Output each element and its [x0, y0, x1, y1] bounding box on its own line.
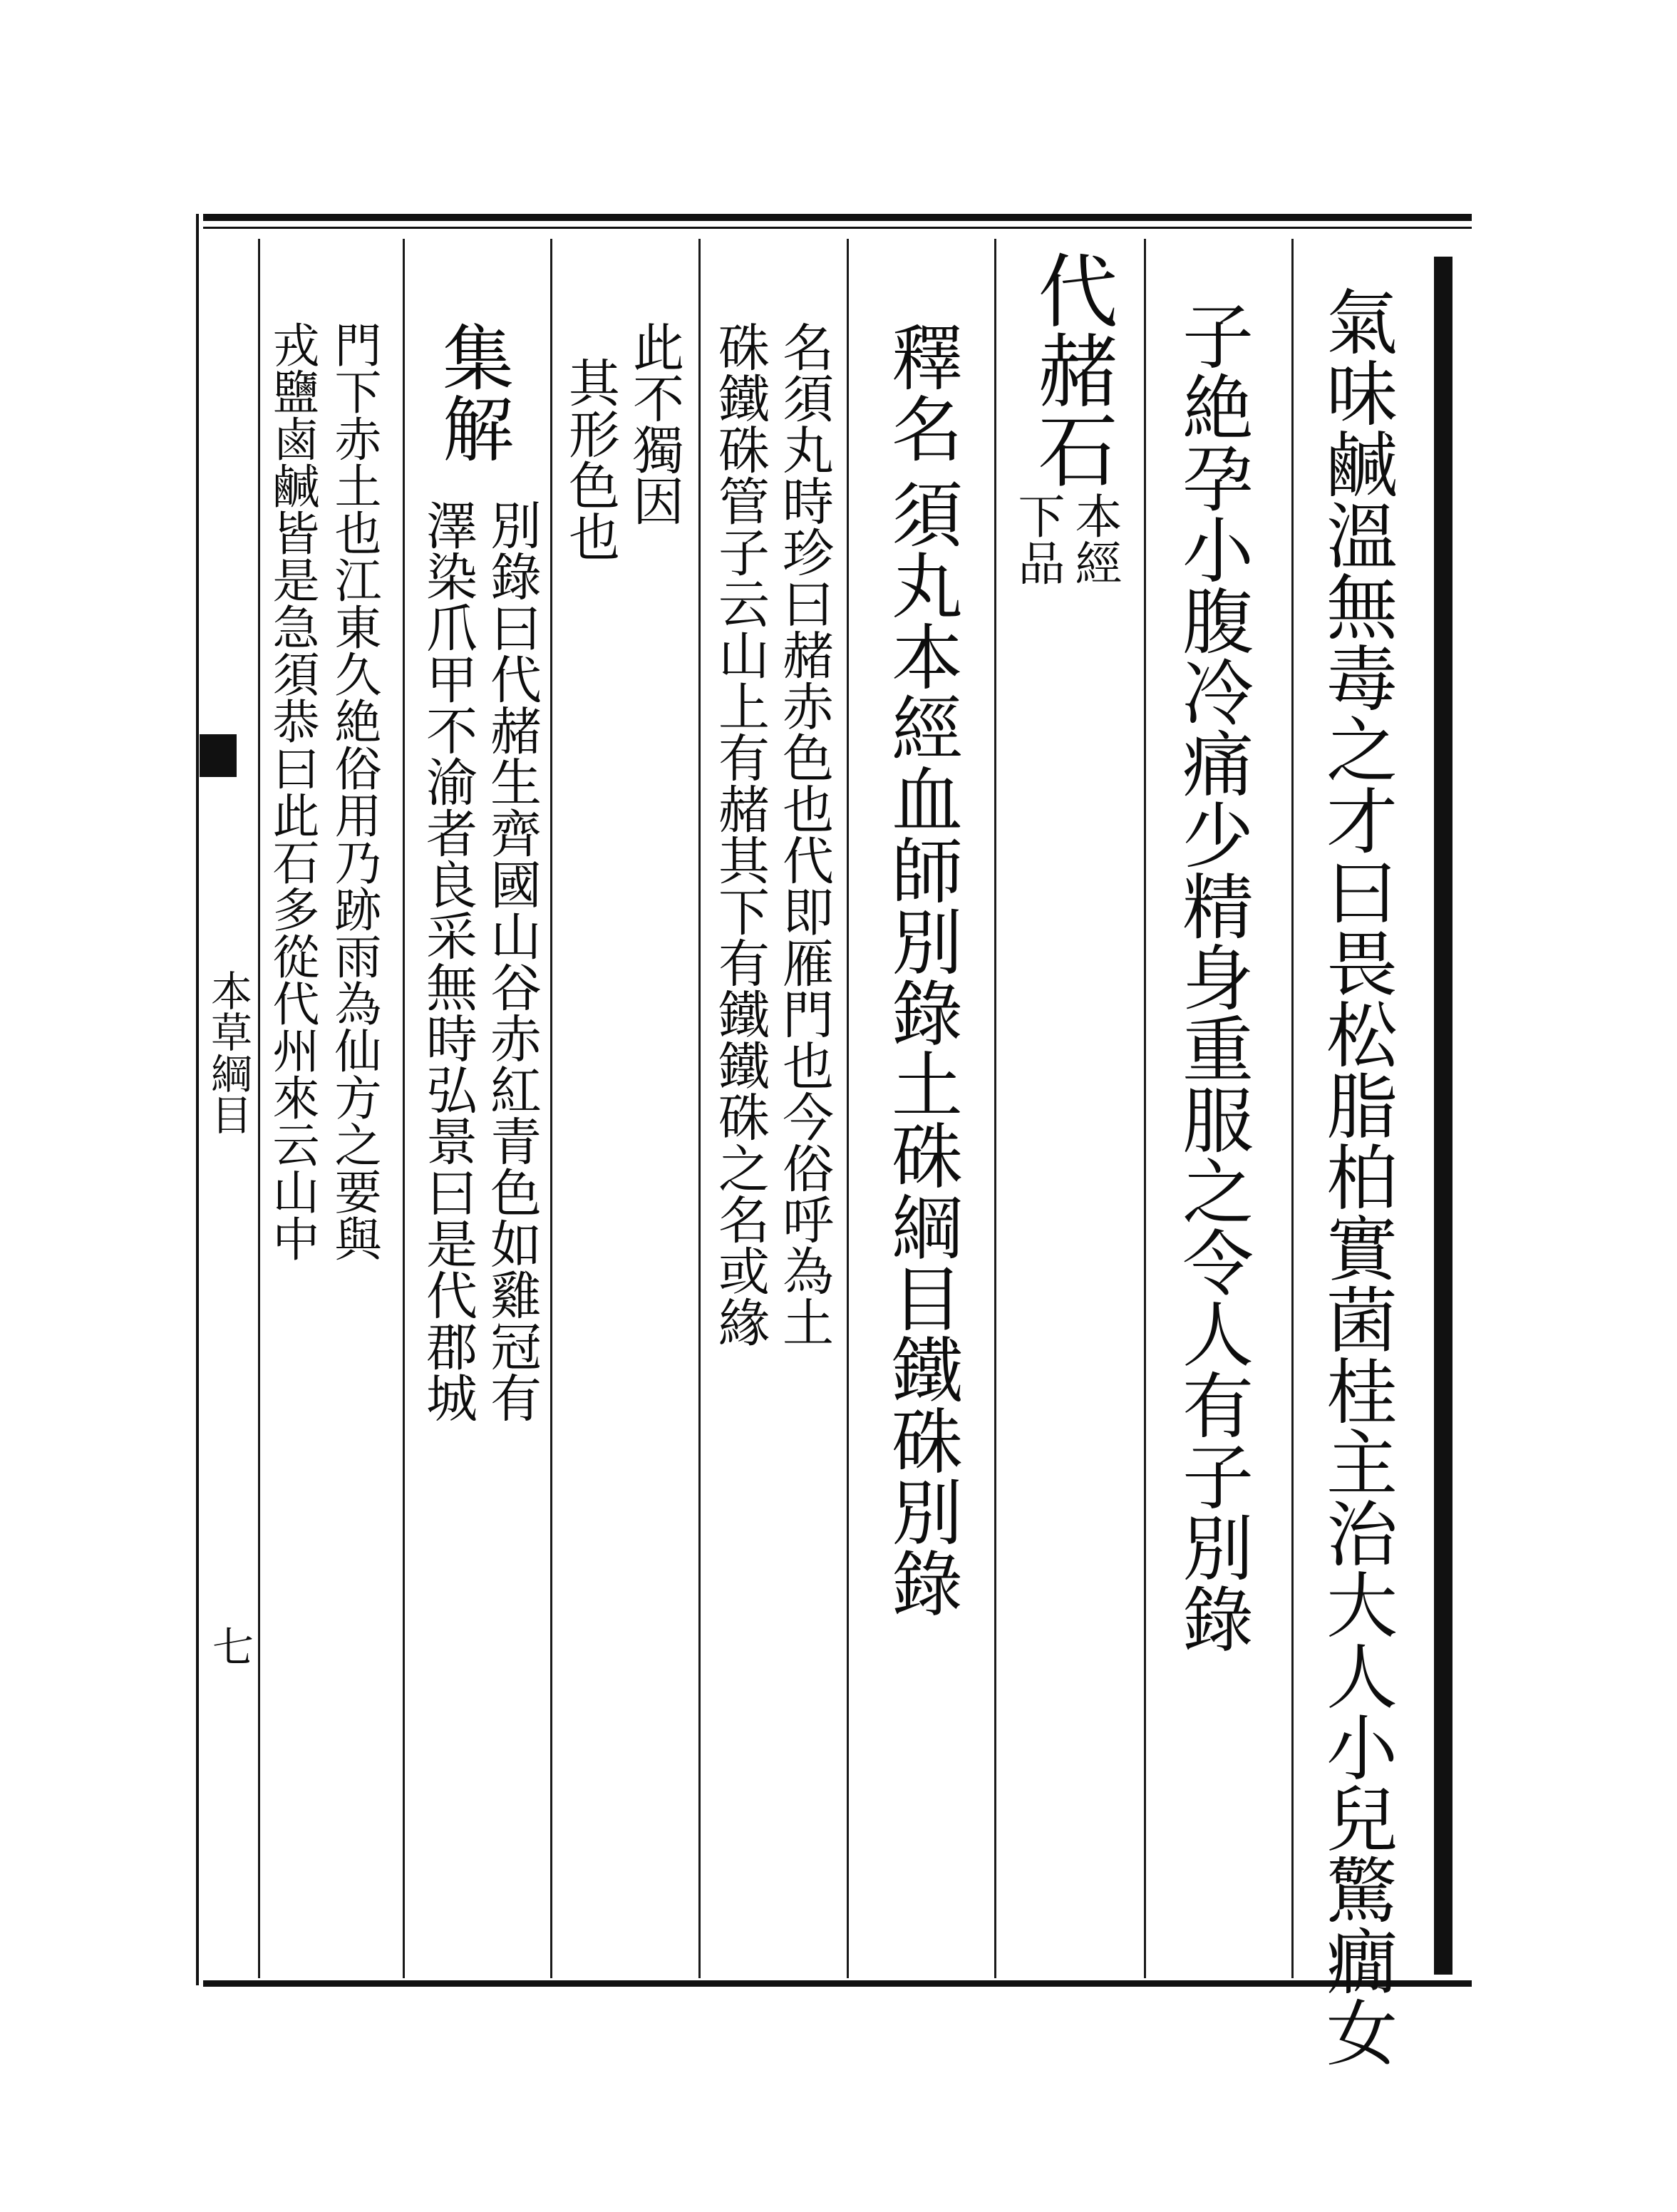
column-divider	[994, 239, 996, 1978]
section-title: 集解	[430, 321, 514, 463]
column-text: 澤染爪甲不渝者良采無時弘景曰是代郡城	[418, 499, 478, 1423]
section-title: 釋名	[879, 321, 963, 463]
column-text: 名須丸時珍曰赭赤色也代即雁門也今俗呼為土	[774, 321, 834, 1347]
column-text: 門下赤土也江東久絶俗用乃跡雨為仙方之要與	[326, 321, 381, 1262]
entry-title: 代赭石	[1025, 250, 1118, 489]
column-divider	[698, 239, 701, 1978]
bottom-border	[203, 1980, 1472, 1987]
column-text: 戎鹽鹵鹹皆是急須恭曰此石多從代州來云山中	[264, 321, 319, 1262]
column-text: 硃鐵硃管子云山上有赭其下有鐵鐵硃之名或緣	[710, 321, 770, 1347]
fish-tail-mark	[200, 734, 237, 777]
page-number: 七	[205, 1625, 254, 1667]
column-text: 氣味鹹溫無毒之才曰畏松脂柏實菌桂主治大人小兒驚癇女	[1314, 285, 1398, 2067]
left-border	[196, 214, 199, 1985]
column-divider	[258, 239, 260, 1978]
top-border-inner	[203, 227, 1472, 229]
column-text: 此不獨因	[624, 321, 684, 526]
column-divider	[847, 239, 849, 1978]
column-divider	[1144, 239, 1146, 1978]
entry-note-bottom: 下品	[1010, 492, 1065, 586]
right-border	[1434, 257, 1452, 1975]
column-divider	[1291, 239, 1294, 1978]
column-text: 其形色也	[560, 356, 620, 562]
top-border	[203, 214, 1472, 221]
entry-note-top: 本經	[1067, 492, 1122, 586]
book-title: 本草綱目	[204, 969, 252, 1135]
column-text: 須丸本經血師別錄土硃綱目鐵硃別錄	[879, 478, 963, 1618]
column-text: 子絶孕小腹冷痛少精身重服之令人有子別錄	[1170, 299, 1254, 1654]
column-text: 別錄曰代赭生齊國山谷赤紅青色如雞冠有	[482, 499, 542, 1423]
column-divider	[550, 239, 552, 1978]
column-divider	[403, 239, 405, 1978]
